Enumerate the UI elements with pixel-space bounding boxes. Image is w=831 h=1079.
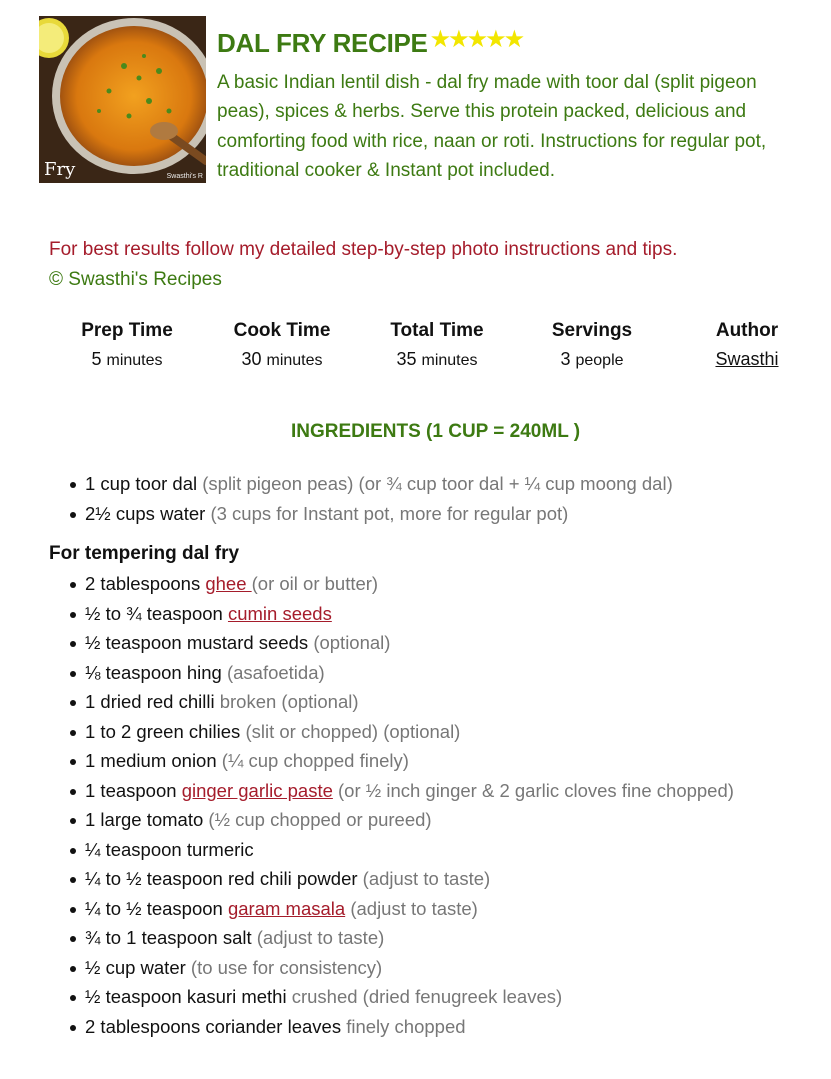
star-icon[interactable]: ★ [485, 26, 507, 53]
ingredient-text: 1 large tomato [85, 809, 209, 830]
ingredient-note: (or oil or butter) [251, 573, 379, 594]
total-time-unit: minutes [421, 352, 478, 369]
ingredient-note: (asafoetida) [226, 661, 325, 683]
ingredient-text: 1 to 2 green chilies [85, 720, 246, 742]
ingredient-text: 1 dried red chilli [85, 691, 220, 712]
ingredient-text: 1 cup toor dal [85, 473, 203, 494]
ingredient-text: 2 tablespoons [85, 573, 206, 594]
image-watermark: Swasthi's R [166, 173, 203, 180]
ingredient-text: ¾ to 1 teaspoon salt [85, 927, 257, 948]
ingredient-item [68, 805, 734, 835]
servings-unit: people [575, 352, 624, 369]
servings-label: Servings [551, 320, 633, 341]
cook-time-unit: minutes [266, 352, 323, 369]
ingredient-note: (adjust to taste) [362, 868, 491, 889]
cook-time-value: 30 [241, 349, 262, 369]
ingredient-item [68, 864, 734, 894]
ingredient-item [68, 569, 734, 599]
recipe-title: DAL FRY RECIPE [217, 28, 428, 58]
servings [527, 318, 657, 372]
ingredient-item [68, 717, 734, 747]
ingredient-item [68, 469, 673, 499]
author-link[interactable]: Swasthi [715, 349, 779, 369]
ingredient-note: (slit or chopped) (optional) [245, 720, 461, 742]
star-icon[interactable]: ★ [429, 26, 452, 53]
rating-stars[interactable] [429, 26, 526, 53]
ingredient-item [68, 923, 734, 953]
prep-time-value: 5 [91, 349, 102, 369]
ingredient-note: crushed (dried fenugreek leaves) [291, 986, 563, 1007]
star-icon[interactable]: ★ [466, 26, 489, 53]
ingredient-item [68, 1012, 734, 1042]
ingredient-text: ¼ teaspoon turmeric [85, 838, 254, 860]
ingredient-note: broken (optional) [219, 691, 359, 712]
ingredient-text: ½ to ¾ teaspoon [85, 602, 228, 624]
ingredient-note: (adjust to taste) [256, 927, 385, 948]
prep-time-label: Prep Time [81, 320, 173, 341]
ingredient-link[interactable]: cumin seeds [227, 602, 332, 624]
ingredient-item [68, 658, 734, 688]
ingredient-note: finely chopped [346, 1015, 466, 1037]
ingredient-note: (adjust to taste) [350, 897, 478, 919]
main-ingredients-list [68, 469, 673, 528]
ingredient-item [68, 628, 734, 658]
ingredient-text: ½ teaspoon kasuri methi [85, 986, 292, 1007]
tempering-heading: For tempering dal fry [49, 543, 240, 564]
author-label: Author [715, 320, 779, 341]
ingredient-item [68, 687, 734, 717]
ingredient-item [68, 746, 734, 776]
cook-time [217, 318, 347, 372]
ingredient-link[interactable]: ginger garlic paste [181, 779, 333, 801]
ingredient-text: ½ cup water [85, 956, 191, 978]
ingredient-text: ¼ to ½ teaspoon red chili powder [85, 868, 363, 889]
ingredient-item [68, 982, 734, 1012]
ingredient-text: ¼ to ½ teaspoon [85, 897, 228, 919]
ingredient-item [68, 599, 734, 629]
total-time-value: 35 [396, 349, 417, 369]
prep-time [62, 318, 192, 372]
copyright: © Swasthi's Recipes [49, 269, 222, 290]
ingredient-item [68, 499, 673, 529]
recipe-note [49, 235, 677, 295]
image-caption: Fry [44, 159, 76, 180]
ingredient-note: (split pigeon peas) (or ¾ cup toor dal + ¼ cup moong dal) [202, 473, 673, 494]
star-icon[interactable]: ★ [503, 26, 526, 53]
recipe-summary: A basic Indian lentil dish - dal fry made with toor dal (split pigeon peas), spices & herbs. Serve this protein packed, delicious and comforting food with rice, naan or roti. Instructions for regular pot, traditional cooker & Instant pot included. [217, 72, 767, 181]
instructions-note: For best results follow my detailed step-by-step photo instructions and tips. [49, 239, 678, 260]
ingredient-note: (or ½ inch ginger & 2 garlic cloves fine chopped) [338, 779, 734, 801]
ingredient-note: (½ cup chopped or pureed) [208, 809, 432, 830]
ingredient-note: (¼ cup chopped finely) [221, 750, 409, 771]
cook-time-label: Cook Time [233, 320, 331, 341]
total-time-label: Total Time [390, 320, 484, 341]
tempering-ingredients-list [68, 569, 734, 1041]
ingredient-text: 1 medium onion [85, 750, 222, 771]
ingredient-text: 2½ cups water [85, 502, 211, 524]
star-icon[interactable]: ★ [448, 26, 470, 53]
ingredient-item [68, 776, 734, 806]
ingredient-link[interactable]: garam masala [227, 897, 346, 919]
total-time [372, 318, 502, 372]
ingredient-item [68, 835, 734, 865]
servings-value: 3 [560, 349, 571, 369]
author [697, 318, 797, 370]
dal-fry-thumbnail [39, 16, 206, 183]
recipe-header [39, 16, 799, 186]
ingredient-text: 1 teaspoon [85, 779, 182, 801]
ingredients-heading: INGREDIENTS (1 CUP = 240ML ) [290, 421, 581, 442]
ingredient-note: (to use for consistency) [190, 956, 383, 978]
ingredient-note: (3 cups for Instant pot, more for regular pot) [210, 502, 569, 524]
ingredient-text: 2 tablespoons coriander leaves [85, 1015, 347, 1037]
ingredient-item [68, 894, 734, 924]
ingredient-link[interactable]: ghee [205, 573, 252, 594]
ingredient-text: ⅛ teaspoon hing [85, 661, 227, 683]
ingredient-item [68, 953, 734, 983]
ingredient-note: (optional) [313, 632, 391, 653]
prep-time-unit: minutes [106, 352, 163, 369]
ingredient-text: ½ teaspoon mustard seeds [85, 632, 314, 653]
